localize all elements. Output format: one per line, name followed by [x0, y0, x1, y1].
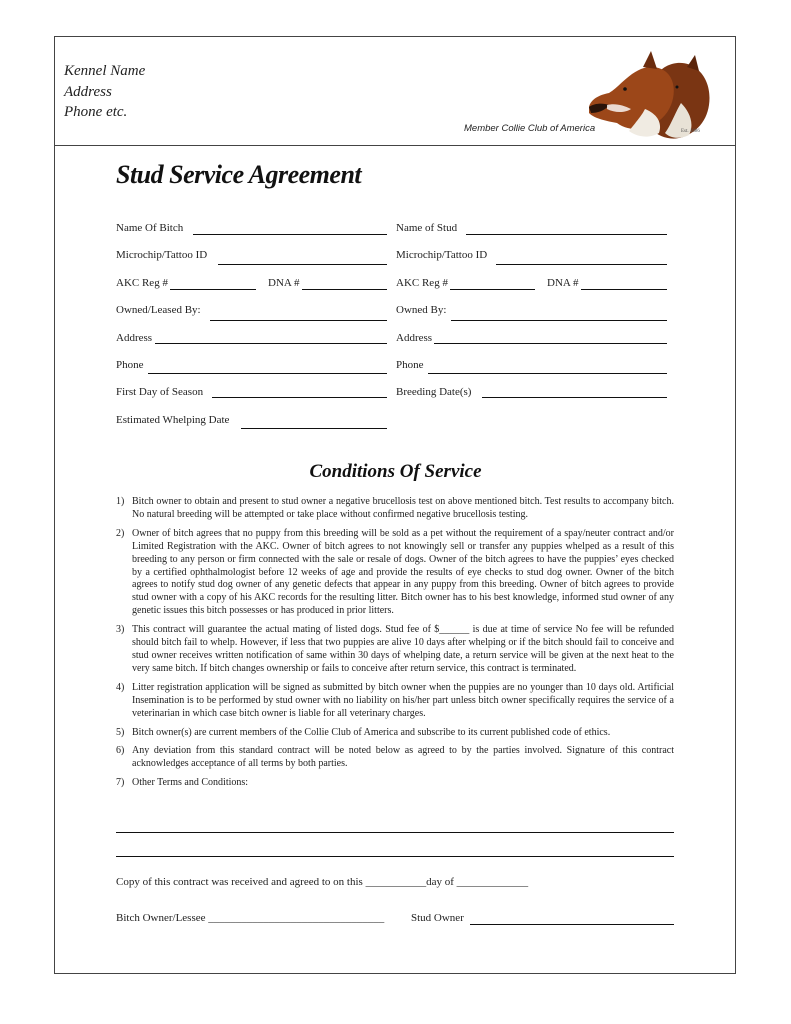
term-item	[116, 727, 674, 740]
term-text: This contract will guarantee the actual mating of listed dogs. Stud fee of $______ is due at time of service No fee will be refunded should bitch fail to whelp. However, if less that two puppies are alive 10 days after whelping or if the bitch should fail to conceive and stud owner receives written notification of same within 30 days of whelping date, a return service will be given at the next heat to the very same bitch. If bitch changes ownership or fails to conceive after return service, this contract is terminated.	[132, 624, 674, 674]
term-text: Bitch owner(s) are current members of the Collie Club of America and subscribe to its current published code of ethics.	[132, 726, 611, 738]
term-number: 7)	[116, 777, 125, 789]
stud-owner-signature-input[interactable]	[470, 924, 674, 925]
address-left-input[interactable]	[155, 343, 387, 344]
kennel-address-line: Address	[64, 83, 112, 100]
bitch-name-input[interactable]	[193, 234, 387, 235]
term-text: Any deviation from this standard contract will be noted below as agreed to by the parties involved. Signature of this contract acknowledges acceptance of all terms by both parties.	[132, 745, 674, 770]
microchip-left-input[interactable]	[218, 264, 387, 265]
stud-name-input[interactable]	[466, 234, 667, 235]
phone-right-input[interactable]	[428, 373, 667, 374]
term-number: 3)	[116, 624, 125, 636]
bitch-name-label: Name Of Bitch	[116, 222, 184, 234]
address-left-label: Address	[116, 332, 153, 344]
term-number: 2)	[116, 527, 125, 539]
akc-right-label: AKC Reg #	[396, 277, 448, 289]
phone-right-label: Phone	[396, 359, 424, 371]
term-item	[116, 496, 674, 522]
term-text: Litter registration application will be signed as submitted by bitch owner when the puppies are no younger than 10 days old. Artificial Insemination is to be performed by stud owner with no liability on his/her part unless bitch owner specifically requires the service of a veterinarian in which case bitch owner is liable for all veterinary charges.	[132, 681, 674, 719]
term-number: 4)	[116, 681, 125, 693]
owned-by-input[interactable]	[451, 320, 667, 321]
bitch-owner-signature-label: Bitch Owner/Lessee ________________________________	[116, 912, 385, 924]
terms-list	[116, 496, 674, 796]
term-text: Other Terms and Conditions:	[132, 777, 249, 789]
copy-received-text: Copy of this contract was received and agreed to on this ___________day of _____________	[116, 876, 529, 888]
kennel-name-line: Kennel Name	[64, 63, 146, 79]
kennel-info	[64, 61, 145, 123]
term-item	[116, 682, 674, 721]
dna-left-input[interactable]	[302, 289, 387, 290]
breeding-dates-input[interactable]	[482, 397, 667, 398]
phone-left-label: Phone	[116, 359, 144, 371]
term-text: Bitch owner to obtain and present to stud owner a negative brucellosis test on above mentioned bitch. Test results to accompany bitch. No natural breeding will be attempted or take place without confirmed negative brucellosis testing.	[132, 496, 674, 520]
logo-est-text: Est. 1886	[681, 129, 700, 134]
address-right-input[interactable]	[434, 343, 667, 344]
term-number: 6)	[116, 745, 125, 757]
whelping-date-label: Estimated Whelping Date	[116, 414, 230, 426]
member-text: Member Collie Club of America	[464, 123, 596, 134]
owned-leased-input[interactable]	[210, 320, 387, 321]
conditions-title: Conditions Of Service	[309, 461, 482, 482]
first-day-label: First Day of Season	[116, 386, 204, 398]
dna-left-label: DNA #	[268, 277, 300, 289]
term-item	[116, 624, 674, 676]
dna-right-label: DNA #	[547, 277, 579, 289]
term-text: Owner of bitch agrees that no puppy from this breeding will be sold as a pet without the requirement of a spay/neuter contract and/or Limited Registration with the AKC. Owner of bitch agrees to not knowingly sell or transfer any puppies whelped as a result of this breeding to any person or firm connected with the sale or resale of dogs. Owner of the bitch agrees to have the puppies’ eyes checked by a certified ophthalmologist before 12 weeks of age and provide the results of eye checks to stud dog owner. Owner of the bitch agrees to notify stud dog owner of any genetic defects that appear in any puppy from this breeding. Owner of bitch agrees to provide stud owner with a copy of his AKC records for the resulting litter. Bitch owner has to his best knowledge, informed stud owner of any genetic issues this bitch possesses or has produced in prior litters.	[132, 527, 674, 617]
page-title: Stud Service Agreement	[116, 160, 362, 189]
other-terms-line-1[interactable]	[116, 832, 674, 833]
first-day-input[interactable]	[212, 397, 387, 398]
microchip-right-label: Microchip/Tattoo ID	[396, 249, 488, 261]
owned-leased-label: Owned/Leased By:	[116, 304, 201, 316]
owned-by-label: Owned By:	[396, 304, 447, 316]
kennel-phone-line: Phone etc.	[64, 104, 128, 120]
dna-right-input[interactable]	[581, 289, 667, 290]
whelping-date-input[interactable]	[241, 428, 387, 429]
term-number: 5)	[116, 726, 125, 738]
term-item	[116, 745, 674, 771]
term-item	[116, 777, 674, 790]
microchip-right-input[interactable]	[496, 264, 667, 265]
term-item	[116, 528, 674, 618]
phone-left-input[interactable]	[148, 373, 387, 374]
term-number: 1)	[116, 496, 125, 507]
other-terms-line-2[interactable]	[116, 856, 674, 857]
breeding-dates-label: Breeding Date(s)	[396, 386, 472, 398]
stud-owner-signature-label: Stud Owner	[411, 912, 464, 924]
microchip-left-label: Microchip/Tattoo ID	[116, 249, 208, 261]
address-right-label: Address	[396, 332, 433, 344]
akc-left-input[interactable]	[170, 289, 256, 290]
akc-right-input[interactable]	[450, 289, 535, 290]
akc-left-label: AKC Reg #	[116, 277, 168, 289]
stud-name-label: Name of Stud	[396, 222, 458, 234]
header-divider	[55, 145, 735, 146]
